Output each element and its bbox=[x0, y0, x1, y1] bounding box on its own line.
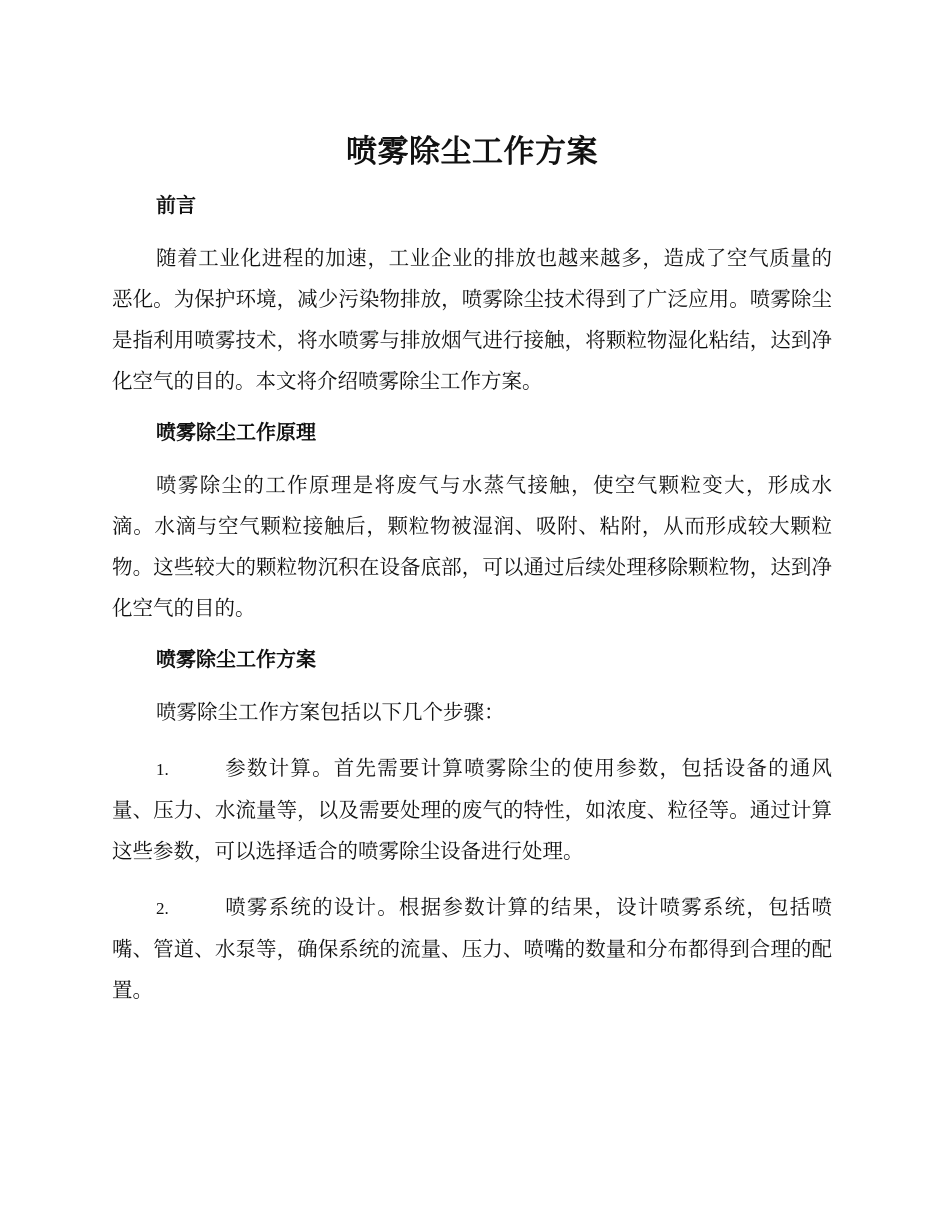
step-text: 参数计算。首先需要计算喷雾除尘的使用参数，包括设备的通风量、压力、水流量等，以及需要处理的废气的特性，如浓度、粒径等。通过计算这些参数，可以选择适合的喷雾除尘设备进行处理。 bbox=[112, 756, 832, 863]
principle-paragraph: 喷雾除尘的工作原理是将废气与水蒸气接触，使空气颗粒变大，形成水滴。水滴与空气颗粒接触后，颗粒物被湿润、吸附、粘附，从而形成较大颗粒物。这些较大的颗粒物沉积在设备底部，可以通过后续处理移除颗粒物，达到净化空气的目的。 bbox=[112, 473, 832, 620]
step-text: 喷雾系统的设计。根据参数计算的结果，设计喷雾系统，包括喷嘴、管道、水泵等，确保系统的流量、压力、喷嘴的数量和分布都得到合理的配置。 bbox=[112, 895, 832, 1002]
preface-paragraph: 随着工业化进程的加速，工业企业的排放也越来越多，造成了空气质量的恶化。为保护环境，减少污染物排放，喷雾除尘技术得到了广泛应用。喷雾除尘是指利用喷雾技术，将水喷雾与排放烟气进行接触，将颗粒物湿化粘结，达到净化空气的目的。本文将介绍喷雾除尘工作方案。 bbox=[112, 246, 832, 393]
document-title: 喷雾除尘工作方案 bbox=[346, 134, 598, 170]
section-heading-preface: 前言 bbox=[156, 193, 196, 217]
step-number: 2. bbox=[156, 899, 169, 918]
section-plan bbox=[112, 644, 832, 1011]
plan-step-1 bbox=[112, 748, 832, 872]
section-preface bbox=[112, 190, 832, 402]
section-principle bbox=[112, 417, 832, 629]
step-number: 1. bbox=[156, 760, 169, 779]
document-body bbox=[112, 128, 832, 1026]
plan-step-2 bbox=[112, 887, 832, 1011]
section-heading-plan: 喷雾除尘工作方案 bbox=[156, 647, 316, 671]
section-heading-principle: 喷雾除尘工作原理 bbox=[156, 420, 316, 444]
plan-intro-paragraph: 喷雾除尘工作方案包括以下几个步骤： bbox=[156, 700, 505, 724]
